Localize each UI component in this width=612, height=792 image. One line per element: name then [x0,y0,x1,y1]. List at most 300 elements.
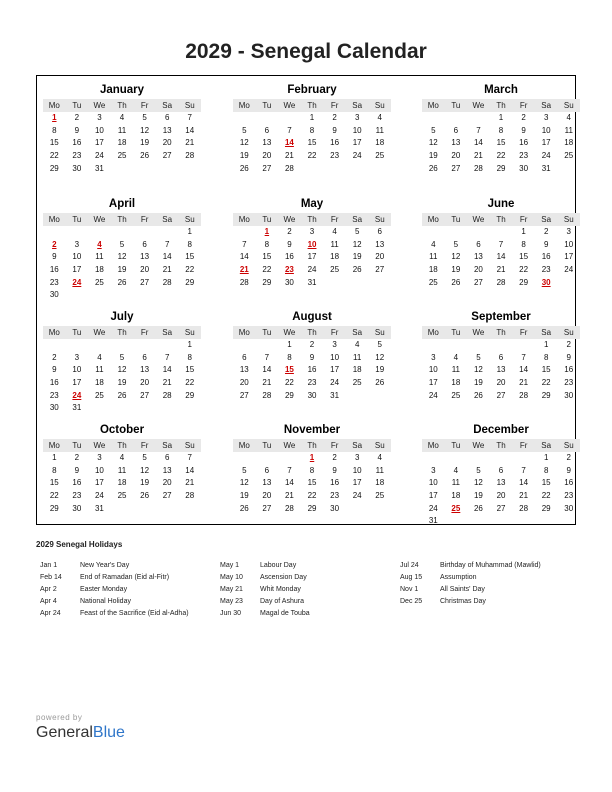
day-cell[interactable]: 14 [262,365,272,375]
day-cell[interactable]: 29 [49,163,59,173]
day-cell[interactable]: 11 [564,125,573,135]
day-cell[interactable]: 31 [94,503,104,513]
day-cell[interactable]: 18 [428,265,438,275]
day-cell[interactable]: 3 [354,113,360,122]
day-cell[interactable]: 8 [187,352,192,362]
day-cell[interactable]: 12 [375,352,385,362]
day-cell[interactable]: 14 [519,365,529,375]
day-cell[interactable]: 8 [543,465,549,475]
day-cell[interactable]: 8 [52,125,57,135]
day-cell[interactable]: 28 [162,390,172,400]
day-cell[interactable]: 18 [451,378,461,388]
day-cell[interactable]: 18 [352,365,362,375]
day-cell[interactable]: 27 [162,491,172,501]
holiday-day-cell[interactable]: 1 [264,227,270,236]
day-cell[interactable]: 19 [375,365,385,375]
day-cell[interactable]: 26 [117,390,127,400]
day-cell[interactable]: 12 [239,478,249,488]
day-cell[interactable]: 19 [117,378,127,388]
day-cell[interactable]: 5 [377,340,382,349]
day-cell[interactable]: 3 [309,227,315,236]
day-cell[interactable]: 1 [309,113,315,122]
day-cell[interactable]: 4 [377,113,382,122]
day-cell[interactable]: 9 [566,352,571,362]
day-cell[interactable]: 11 [375,125,384,135]
day-cell[interactable]: 1 [543,453,549,462]
day-cell[interactable]: 4 [119,453,125,462]
day-cell[interactable]: 13 [162,125,172,135]
day-cell[interactable]: 19 [451,265,461,275]
day-cell[interactable]: 18 [94,265,104,275]
day-cell[interactable]: 20 [162,478,172,488]
day-cell[interactable]: 16 [564,365,574,375]
day-cell[interactable]: 6 [264,465,270,475]
day-cell[interactable]: 5 [431,125,436,135]
holiday-day-cell[interactable]: 15 [284,365,294,375]
day-cell[interactable]: 29 [185,390,195,400]
day-cell[interactable]: 5 [142,113,147,122]
day-cell[interactable]: 26 [239,163,249,173]
day-cell[interactable]: 18 [451,491,461,501]
day-cell[interactable]: 3 [332,340,337,349]
day-cell[interactable]: 24 [94,491,104,501]
day-cell[interactable]: 9 [74,465,80,475]
day-cell[interactable]: 12 [117,252,127,262]
day-cell[interactable]: 14 [473,138,483,148]
day-cell[interactable]: 7 [476,125,481,135]
day-cell[interactable]: 7 [164,239,170,249]
day-cell[interactable]: 15 [541,478,551,488]
day-cell[interactable]: 12 [140,125,150,135]
holiday-day-cell[interactable]: 2 [52,239,57,249]
day-cell[interactable]: 22 [49,151,59,161]
day-cell[interactable]: 16 [72,138,82,148]
day-cell[interactable]: 4 [119,113,125,122]
day-cell[interactable]: 6 [164,453,170,462]
day-cell[interactable]: 4 [377,453,382,462]
day-cell[interactable]: 26 [140,151,150,161]
day-cell[interactable]: 16 [330,138,340,148]
day-cell[interactable]: 21 [162,378,172,388]
day-cell[interactable]: 16 [541,252,551,262]
day-cell[interactable]: 24 [352,491,362,501]
day-cell[interactable]: 11 [95,252,104,262]
day-cell[interactable]: 11 [95,365,104,375]
day-cell[interactable]: 10 [72,252,82,262]
day-cell[interactable]: 16 [307,365,317,375]
day-cell[interactable]: 7 [498,239,504,249]
day-cell[interactable]: 17 [352,138,362,148]
day-cell[interactable]: 2 [332,113,337,122]
day-cell[interactable]: 25 [375,491,385,501]
day-cell[interactable]: 11 [375,465,384,475]
day-cell[interactable]: 17 [428,378,438,388]
day-cell[interactable]: 10 [352,465,362,475]
day-cell[interactable]: 7 [187,113,192,122]
day-cell[interactable]: 8 [543,352,549,362]
day-cell[interactable]: 3 [431,352,436,362]
day-cell[interactable]: 21 [185,478,195,488]
day-cell[interactable]: 30 [564,503,574,513]
day-cell[interactable]: 16 [330,478,340,488]
day-cell[interactable]: 8 [309,125,315,135]
day-cell[interactable]: 17 [72,378,82,388]
day-cell[interactable]: 29 [541,390,551,400]
holiday-day-cell[interactable]: 21 [239,265,249,275]
day-cell[interactable]: 1 [521,227,526,236]
day-cell[interactable]: 26 [140,491,150,501]
day-cell[interactable]: 8 [309,465,315,475]
day-cell[interactable]: 16 [49,265,59,275]
day-cell[interactable]: 4 [453,465,459,475]
day-cell[interactable]: 30 [519,163,529,173]
day-cell[interactable]: 5 [142,453,147,462]
day-cell[interactable]: 21 [262,378,272,388]
day-cell[interactable]: 4 [566,113,571,122]
day-cell[interactable]: 30 [564,390,574,400]
day-cell[interactable]: 5 [476,352,481,362]
day-cell[interactable]: 20 [473,265,483,275]
day-cell[interactable]: 1 [187,227,192,236]
day-cell[interactable]: 6 [476,239,481,249]
day-cell[interactable]: 18 [94,378,104,388]
day-cell[interactable]: 20 [162,138,172,148]
day-cell[interactable]: 29 [284,390,294,400]
day-cell[interactable]: 25 [94,277,104,287]
day-cell[interactable]: 10 [330,352,340,362]
day-cell[interactable]: 23 [307,378,317,388]
day-cell[interactable]: 7 [242,239,247,249]
day-cell[interactable]: 11 [330,239,339,249]
day-cell[interactable]: 28 [239,277,249,287]
day-cell[interactable]: 11 [117,125,127,135]
day-cell[interactable]: 13 [496,478,506,488]
day-cell[interactable]: 28 [284,163,294,173]
day-cell[interactable]: 22 [284,378,294,388]
day-cell[interactable]: 13 [140,252,150,262]
day-cell[interactable]: 28 [185,491,195,501]
day-cell[interactable]: 26 [428,163,438,173]
day-cell[interactable]: 9 [566,465,571,475]
day-cell[interactable]: 11 [451,478,461,488]
day-cell[interactable]: 9 [543,239,549,249]
day-cell[interactable]: 3 [566,227,571,236]
day-cell[interactable]: 21 [496,265,506,275]
day-cell[interactable]: 27 [496,390,506,400]
day-cell[interactable]: 19 [239,151,249,161]
day-cell[interactable]: 2 [543,227,549,236]
day-cell[interactable]: 11 [429,252,438,262]
day-cell[interactable]: 30 [72,503,82,513]
day-cell[interactable]: 22 [541,378,551,388]
day-cell[interactable]: 24 [330,378,340,388]
day-cell[interactable]: 9 [332,125,337,135]
day-cell[interactable]: 3 [74,239,80,249]
day-cell[interactable]: 8 [287,352,292,362]
day-cell[interactable]: 28 [473,163,483,173]
day-cell[interactable]: 7 [521,465,526,475]
day-cell[interactable]: 7 [287,125,292,135]
day-cell[interactable]: 17 [330,365,340,375]
day-cell[interactable]: 2 [52,352,57,362]
day-cell[interactable]: 6 [164,113,170,122]
day-cell[interactable]: 28 [284,503,294,513]
day-cell[interactable]: 30 [307,390,317,400]
day-cell[interactable]: 28 [262,390,272,400]
day-cell[interactable]: 25 [117,151,127,161]
day-cell[interactable]: 9 [309,352,315,362]
day-cell[interactable]: 25 [451,390,461,400]
day-cell[interactable]: 31 [330,390,340,400]
day-cell[interactable]: 13 [262,138,272,148]
day-cell[interactable]: 26 [473,390,483,400]
day-cell[interactable]: 23 [541,265,551,275]
day-cell[interactable]: 22 [307,151,317,161]
day-cell[interactable]: 23 [564,491,574,501]
day-cell[interactable]: 7 [187,453,192,462]
holiday-day-cell[interactable]: 23 [284,265,294,275]
holiday-day-cell[interactable]: 1 [52,113,57,122]
day-cell[interactable]: 24 [307,265,317,275]
day-cell[interactable]: 9 [521,125,526,135]
day-cell[interactable]: 17 [94,478,104,488]
day-cell[interactable]: 3 [74,352,80,362]
day-cell[interactable]: 2 [521,113,526,122]
day-cell[interactable]: 23 [49,277,59,287]
day-cell[interactable]: 20 [496,378,506,388]
holiday-day-cell[interactable]: 30 [541,277,551,287]
day-cell[interactable]: 26 [239,503,249,513]
day-cell[interactable]: 17 [72,265,82,275]
day-cell[interactable]: 26 [473,503,483,513]
day-cell[interactable]: 8 [187,239,192,249]
day-cell[interactable]: 18 [375,138,385,148]
day-cell[interactable]: 1 [287,340,292,349]
day-cell[interactable]: 9 [74,125,80,135]
day-cell[interactable]: 26 [375,378,385,388]
day-cell[interactable]: 31 [428,516,438,526]
day-cell[interactable]: 22 [519,265,529,275]
day-cell[interactable]: 15 [49,138,59,148]
day-cell[interactable]: 21 [519,491,529,501]
day-cell[interactable]: 19 [239,491,249,501]
day-cell[interactable]: 20 [262,491,272,501]
day-cell[interactable]: 17 [352,478,362,488]
day-cell[interactable]: 22 [496,151,506,161]
day-cell[interactable]: 4 [97,352,102,362]
day-cell[interactable]: 24 [428,503,438,513]
day-cell[interactable]: 10 [428,478,438,488]
day-cell[interactable]: 2 [287,227,292,236]
day-cell[interactable]: 31 [94,163,104,173]
day-cell[interactable]: 7 [287,465,292,475]
holiday-day-cell[interactable]: 10 [307,239,317,249]
day-cell[interactable]: 20 [140,378,150,388]
day-cell[interactable]: 10 [72,365,82,375]
day-cell[interactable]: 19 [473,491,483,501]
day-cell[interactable]: 6 [142,352,147,362]
day-cell[interactable]: 16 [49,378,59,388]
day-cell[interactable]: 31 [307,277,317,287]
day-cell[interactable]: 7 [264,352,270,362]
day-cell[interactable]: 18 [564,138,574,148]
day-cell[interactable]: 19 [352,252,362,262]
day-cell[interactable]: 7 [521,352,526,362]
day-cell[interactable]: 15 [496,138,506,148]
day-cell[interactable]: 6 [264,125,270,135]
day-cell[interactable]: 15 [307,138,317,148]
day-cell[interactable]: 19 [428,151,438,161]
day-cell[interactable]: 2 [332,453,337,462]
day-cell[interactable]: 8 [498,125,504,135]
day-cell[interactable]: 22 [541,491,551,501]
holiday-day-cell[interactable]: 1 [309,453,315,462]
day-cell[interactable]: 23 [330,151,340,161]
holiday-day-cell[interactable]: 25 [451,503,461,513]
day-cell[interactable]: 30 [330,503,340,513]
day-cell[interactable]: 11 [353,352,362,362]
day-cell[interactable]: 23 [72,151,82,161]
day-cell[interactable]: 23 [564,378,574,388]
day-cell[interactable]: 14 [519,478,529,488]
day-cell[interactable]: 3 [97,113,102,122]
day-cell[interactable]: 6 [498,465,504,475]
day-cell[interactable]: 19 [473,378,483,388]
day-cell[interactable]: 31 [541,163,551,173]
holiday-day-cell[interactable]: 14 [284,138,294,148]
day-cell[interactable]: 24 [428,390,438,400]
day-cell[interactable]: 25 [352,378,362,388]
day-cell[interactable]: 22 [185,378,195,388]
day-cell[interactable]: 13 [162,465,172,475]
day-cell[interactable]: 30 [49,290,59,300]
day-cell[interactable]: 13 [140,365,150,375]
day-cell[interactable]: 10 [428,365,438,375]
day-cell[interactable]: 28 [185,151,195,161]
day-cell[interactable]: 30 [49,403,59,413]
day-cell[interactable]: 13 [262,478,272,488]
day-cell[interactable]: 11 [451,365,461,375]
day-cell[interactable]: 28 [496,277,506,287]
day-cell[interactable]: 29 [307,503,317,513]
day-cell[interactable]: 5 [242,125,247,135]
day-cell[interactable]: 18 [330,252,340,262]
day-cell[interactable]: 9 [287,239,292,249]
holiday-day-cell[interactable]: 24 [72,277,82,287]
day-cell[interactable]: 8 [52,465,57,475]
day-cell[interactable]: 12 [239,138,249,148]
day-cell[interactable]: 20 [375,252,385,262]
day-cell[interactable]: 12 [428,138,438,148]
day-cell[interactable]: 18 [375,478,385,488]
day-cell[interactable]: 12 [473,478,483,488]
day-cell[interactable]: 14 [239,252,249,262]
day-cell[interactable]: 1 [52,453,57,462]
day-cell[interactable]: 25 [375,151,385,161]
day-cell[interactable]: 19 [117,265,127,275]
day-cell[interactable]: 5 [242,465,247,475]
day-cell[interactable]: 2 [566,340,571,349]
day-cell[interactable]: 22 [49,491,59,501]
day-cell[interactable]: 3 [354,453,360,462]
holiday-day-cell[interactable]: 24 [72,390,82,400]
day-cell[interactable]: 27 [162,151,172,161]
day-cell[interactable]: 10 [352,125,362,135]
day-cell[interactable]: 21 [473,151,483,161]
day-cell[interactable]: 16 [284,252,294,262]
day-cell[interactable]: 27 [140,277,150,287]
day-cell[interactable]: 14 [162,365,172,375]
day-cell[interactable]: 6 [453,125,459,135]
day-cell[interactable]: 10 [541,125,551,135]
day-cell[interactable]: 20 [140,265,150,275]
day-cell[interactable]: 30 [72,163,82,173]
day-cell[interactable]: 10 [94,465,104,475]
day-cell[interactable]: 17 [307,252,317,262]
day-cell[interactable]: 19 [140,138,150,148]
day-cell[interactable]: 23 [49,390,59,400]
day-cell[interactable]: 22 [185,265,195,275]
day-cell[interactable]: 2 [74,453,80,462]
day-cell[interactable]: 29 [541,503,551,513]
day-cell[interactable]: 27 [239,390,249,400]
day-cell[interactable]: 29 [185,277,195,287]
day-cell[interactable]: 21 [185,138,195,148]
day-cell[interactable]: 23 [519,151,529,161]
day-cell[interactable]: 21 [162,265,172,275]
day-cell[interactable]: 18 [117,138,127,148]
day-cell[interactable]: 5 [476,465,481,475]
day-cell[interactable]: 24 [94,151,104,161]
day-cell[interactable]: 4 [453,352,459,362]
day-cell[interactable]: 8 [264,239,270,249]
day-cell[interactable]: 16 [519,138,529,148]
day-cell[interactable]: 15 [262,252,272,262]
day-cell[interactable]: 17 [541,138,551,148]
day-cell[interactable]: 5 [119,239,125,249]
day-cell[interactable]: 9 [52,252,57,262]
holiday-day-cell[interactable]: 4 [97,239,102,249]
day-cell[interactable]: 27 [496,503,506,513]
day-cell[interactable]: 6 [242,352,247,362]
day-cell[interactable]: 17 [428,491,438,501]
day-cell[interactable]: 28 [519,503,529,513]
day-cell[interactable]: 29 [519,277,529,287]
day-cell[interactable]: 25 [117,491,127,501]
day-cell[interactable]: 23 [72,491,82,501]
day-cell[interactable]: 29 [496,163,506,173]
day-cell[interactable]: 4 [332,227,337,236]
day-cell[interactable]: 20 [262,151,272,161]
day-cell[interactable]: 1 [498,113,504,122]
day-cell[interactable]: 14 [284,478,294,488]
day-cell[interactable]: 31 [72,403,82,413]
day-cell[interactable]: 6 [142,239,147,249]
generalblue-logo[interactable] [36,724,125,742]
day-cell[interactable]: 22 [262,265,272,275]
day-cell[interactable]: 25 [330,265,340,275]
day-cell[interactable]: 9 [52,365,57,375]
day-cell[interactable]: 29 [262,277,272,287]
day-cell[interactable]: 3 [543,113,549,122]
day-cell[interactable]: 27 [375,265,385,275]
day-cell[interactable]: 24 [564,265,574,275]
day-cell[interactable]: 26 [352,265,362,275]
day-cell[interactable]: 4 [354,340,360,349]
day-cell[interactable]: 16 [564,478,574,488]
day-cell[interactable]: 13 [451,138,461,148]
day-cell[interactable]: 15 [185,252,195,262]
